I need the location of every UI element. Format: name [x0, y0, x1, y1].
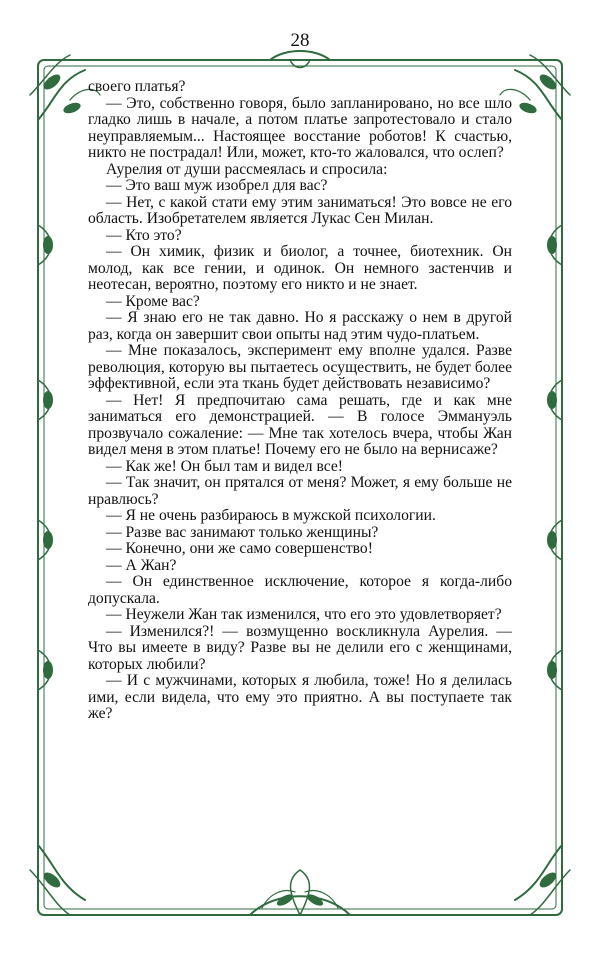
- paragraph: — Изменился?! — возмущенно воскликнула Аурелия. — Что вы имеете в виду? Разве вы не делили его с женщинами, которых любили?: [88, 622, 512, 673]
- paragraph: — Так значит, он прятался от меня? Может, я ему больше не нравлюсь?: [88, 474, 512, 508]
- paragraph: своего платья?: [88, 78, 186, 95]
- paragraph: — Это ваш муж изобрел для вас?: [106, 177, 328, 194]
- paragraph: — Конечно, они же само совершенство!: [106, 540, 373, 557]
- paragraph: — Нет! Я предпочитаю сама решать, где и как мне заниматься его демонстрацией. — В голосе Эммануэль прозвучало сожаление: — Мне так хотелось вчера, чтобы Жан видел меня в этом платье! Почему его не было на вернисаже?: [88, 391, 512, 458]
- paragraph: — Кто это?: [106, 226, 182, 244]
- paragraph: — Разве вас занимают только женщины?: [106, 523, 379, 541]
- paragraph: — Нет, с какой стати ему этим заниматься! Это вовсе не его область. Изобретателем является Лукас Сен Милан.: [88, 193, 512, 227]
- paragraph: Аурелия от души рассмеялась и спросила:: [106, 160, 388, 178]
- page-number: 28: [290, 30, 310, 51]
- paragraph: — Я не очень разбираюсь в мужской психологии.: [106, 507, 436, 524]
- paragraph: — Он единственное исключение, которое я когда-либо допускала.: [88, 573, 512, 607]
- paragraph: — А Жан?: [106, 556, 177, 574]
- paragraph: — И с мужчинами, которых я любила, тоже! Но я делилась ими, если видела, что ему это приятно. А вы поступаете так же?: [88, 672, 512, 722]
- paragraph: — Мне показалось, эксперимент ему вполне удался. Разве революция, которую вы пытаетесь осуществить, не будет более эффективной, если эта ткань будет действовать независимо?: [88, 342, 512, 392]
- paragraph: — Это, собственно говоря, было запланировано, но все шло гладко лишь в начале, а потом платье запротестовало и стало неуправляемым... Настоящее восстание роботов! К счастью, никто не пострадал! Или, может, кто-то жаловался, что ослеп?: [88, 94, 512, 161]
- paragraph: — Кроме вас?: [106, 292, 200, 310]
- paragraph: — Он химик, физик и биолог, а точнее, биотехник. Он молод, как все гении, и одинок. Он немного застенчив и неотесан, вероятно, поэтому его никто и не знает.: [88, 243, 512, 293]
- paragraph: — Я знаю его не так давно. Но я расскажу о нем в другой раз, когда он завершит свои опыты над этим чудо-платьем.: [88, 309, 512, 343]
- text-body: [88, 79, 512, 723]
- paragraph: — Неужели Жан так изменился, что его это удовлетворяет?: [106, 606, 502, 623]
- paragraph: — Как же! Он был там и видел все!: [106, 457, 343, 475]
